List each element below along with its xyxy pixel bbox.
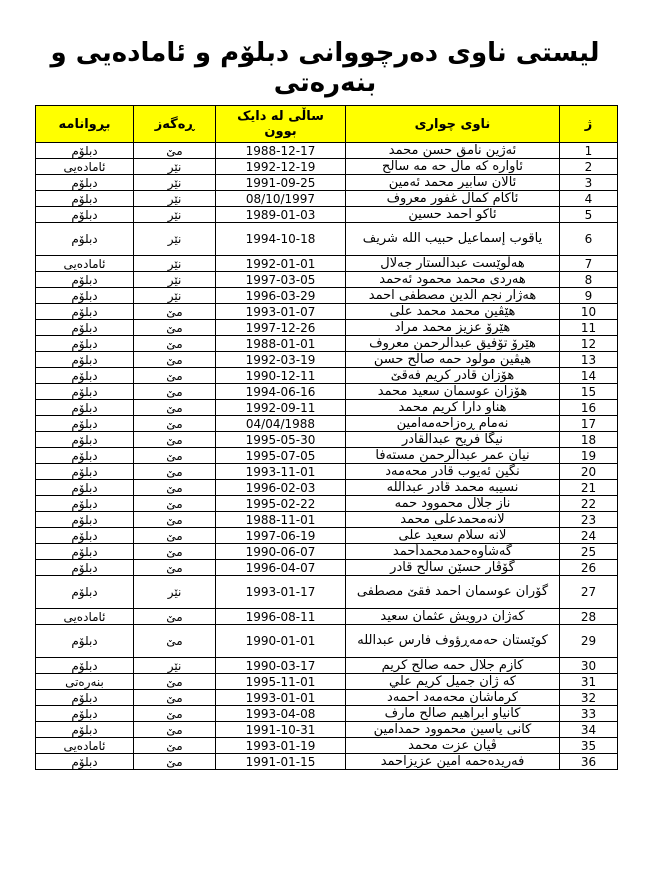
- birth-date-cell: 1992-01-01: [216, 256, 346, 272]
- certificate-cell: دبلۆم: [36, 658, 134, 674]
- birth-date-cell: 1995-11-01: [216, 674, 346, 690]
- number-cell: 36: [560, 754, 618, 770]
- birth-date-cell: 1992-09-11: [216, 400, 346, 416]
- name-cell: هەژار نجم الدین مصطفی احمد: [346, 288, 560, 304]
- birth-date-cell: 1993-01-17: [216, 576, 346, 609]
- birth-date-cell: 1993-01-19: [216, 738, 346, 754]
- table-row: [36, 625, 618, 658]
- number-cell: 30: [560, 658, 618, 674]
- certificate-cell: دبلۆم: [36, 384, 134, 400]
- name-cell: کەژان درویش عثمان سعید: [346, 609, 560, 625]
- table-row: [36, 690, 618, 706]
- certificate-cell: دبلۆم: [36, 448, 134, 464]
- birth-date-cell: 1997-06-19: [216, 528, 346, 544]
- table-row: [36, 706, 618, 722]
- number-cell: 35: [560, 738, 618, 754]
- table-row: [36, 674, 618, 690]
- gender-cell: نێر: [134, 576, 216, 609]
- gender-cell: نێر: [134, 159, 216, 175]
- gender-cell: مێ: [134, 674, 216, 690]
- table-row: [36, 256, 618, 272]
- number-cell: 23: [560, 512, 618, 528]
- gender-cell: مێ: [134, 320, 216, 336]
- birth-date-cell: 1988-01-01: [216, 336, 346, 352]
- name-cell: لانەمحمدعلی محمد: [346, 512, 560, 528]
- birth-date-cell: 1997-03-05: [216, 272, 346, 288]
- number-cell: 2: [560, 159, 618, 175]
- number-cell: 20: [560, 464, 618, 480]
- table-row: [36, 143, 618, 159]
- name-cell: نگین ئەیوب قادر محەمەد: [346, 464, 560, 480]
- birth-date-cell: 04/04/1988: [216, 416, 346, 432]
- name-cell: کە ژان جمیل کریم علي: [346, 674, 560, 690]
- number-cell: 7: [560, 256, 618, 272]
- table-row: [36, 560, 618, 576]
- birth-date-cell: 1993-01-07: [216, 304, 346, 320]
- table-row: [36, 207, 618, 223]
- certificate-cell: دبلۆم: [36, 288, 134, 304]
- certificate-cell: دبلۆم: [36, 207, 134, 223]
- certificate-cell: دبلۆم: [36, 368, 134, 384]
- certificate-cell: ئامادەیی: [36, 159, 134, 175]
- table-row: [36, 191, 618, 207]
- birth-date-cell: 1991-09-25: [216, 175, 346, 191]
- birth-date-cell: 1997-12-26: [216, 320, 346, 336]
- certificate-cell: دبلۆم: [36, 690, 134, 706]
- certificate-cell: دبلۆم: [36, 480, 134, 496]
- certificate-cell: دبلۆم: [36, 191, 134, 207]
- number-cell: 4: [560, 191, 618, 207]
- gender-cell: نێر: [134, 272, 216, 288]
- name-cell: کانی یاسین محموود حمدامین: [346, 722, 560, 738]
- graduates-table: [35, 105, 618, 770]
- certificate-cell: دبلۆم: [36, 464, 134, 480]
- header-row: [36, 106, 618, 143]
- name-cell: کرماشان محەمەد احمەد: [346, 690, 560, 706]
- name-cell: ئاوارە کە مال حە مە سالح: [346, 159, 560, 175]
- birth-date-cell: 1994-06-16: [216, 384, 346, 400]
- birth-date-cell: 1988-12-17: [216, 143, 346, 159]
- gender-cell: مێ: [134, 609, 216, 625]
- certificate-cell: دبلۆم: [36, 544, 134, 560]
- gender-cell: نێر: [134, 207, 216, 223]
- birth-date-cell: 1996-03-29: [216, 288, 346, 304]
- certificate-cell: ئامادەیی: [36, 609, 134, 625]
- gender-cell: نێر: [134, 175, 216, 191]
- birth-date-cell: 1995-07-05: [216, 448, 346, 464]
- table-row: [36, 368, 618, 384]
- birth-date-cell: 1990-01-01: [216, 625, 346, 658]
- table-row: [36, 175, 618, 191]
- number-cell: 3: [560, 175, 618, 191]
- gender-cell: مێ: [134, 690, 216, 706]
- name-cell: نسیبە محمد قادر عبدالله: [346, 480, 560, 496]
- table-row: [36, 272, 618, 288]
- number-cell: 9: [560, 288, 618, 304]
- gender-cell: مێ: [134, 544, 216, 560]
- number-cell: 16: [560, 400, 618, 416]
- certificate-cell: دبلۆم: [36, 754, 134, 770]
- number-cell: 19: [560, 448, 618, 464]
- table-row: [36, 576, 618, 609]
- gender-cell: مێ: [134, 625, 216, 658]
- number-cell: 22: [560, 496, 618, 512]
- header-name: ناوی چواری: [346, 106, 560, 143]
- table-row: [36, 496, 618, 512]
- gender-cell: مێ: [134, 738, 216, 754]
- name-cell: ئاکام کمال غفور معروف: [346, 191, 560, 207]
- certificate-cell: دبلۆم: [36, 223, 134, 256]
- birth-date-cell: 1990-03-17: [216, 658, 346, 674]
- name-cell: یاقوب إسماعیل حبیب الله شریف: [346, 223, 560, 256]
- number-cell: 10: [560, 304, 618, 320]
- certificate-cell: دبلۆم: [36, 352, 134, 368]
- table-row: [36, 223, 618, 256]
- birth-date-cell: 1996-02-03: [216, 480, 346, 496]
- birth-date-cell: 08/10/1997: [216, 191, 346, 207]
- number-cell: 11: [560, 320, 618, 336]
- name-cell: فەریدەحمە امین عزیزاحمد: [346, 754, 560, 770]
- number-cell: 24: [560, 528, 618, 544]
- name-cell: ناز جلال محموود حمە: [346, 496, 560, 512]
- name-cell: ڤیان عزت محمد: [346, 738, 560, 754]
- birth-date-cell: 1993-01-01: [216, 690, 346, 706]
- birth-date-cell: 1991-01-15: [216, 754, 346, 770]
- table-row: [36, 159, 618, 175]
- gender-cell: مێ: [134, 143, 216, 159]
- certificate-cell: دبلۆم: [36, 512, 134, 528]
- table-row: [36, 432, 618, 448]
- gender-cell: مێ: [134, 464, 216, 480]
- birth-date-cell: 1996-04-07: [216, 560, 346, 576]
- number-cell: 21: [560, 480, 618, 496]
- number-cell: 13: [560, 352, 618, 368]
- name-cell: نیگا فریح عبدالقادر: [346, 432, 560, 448]
- page-title: لیستی ناوی دەرچووانی دبلۆم و ئامادەیی و بنەرەتی: [50, 38, 600, 98]
- header-number: ژ: [560, 106, 618, 143]
- gender-cell: نێر: [134, 256, 216, 272]
- gender-cell: مێ: [134, 706, 216, 722]
- number-cell: 17: [560, 416, 618, 432]
- birth-date-cell: 1995-02-22: [216, 496, 346, 512]
- certificate-cell: دبلۆم: [36, 272, 134, 288]
- gender-cell: مێ: [134, 368, 216, 384]
- number-cell: 28: [560, 609, 618, 625]
- certificate-cell: دبلۆم: [36, 320, 134, 336]
- number-cell: 34: [560, 722, 618, 738]
- number-cell: 32: [560, 690, 618, 706]
- name-cell: نەمام ڕەزاحەمەامین: [346, 416, 560, 432]
- certificate-cell: دبلۆم: [36, 416, 134, 432]
- table-row: [36, 658, 618, 674]
- table-row: [36, 320, 618, 336]
- gender-cell: مێ: [134, 480, 216, 496]
- number-cell: 1: [560, 143, 618, 159]
- gender-cell: مێ: [134, 528, 216, 544]
- table-row: [36, 400, 618, 416]
- name-cell: هەڵوێست عبدالستار جەلال: [346, 256, 560, 272]
- header-certificate: بڕوانامە: [36, 106, 134, 143]
- birth-date-cell: 1994-10-18: [216, 223, 346, 256]
- gender-cell: مێ: [134, 722, 216, 738]
- table-row: [36, 754, 618, 770]
- birth-date-cell: 1992-12-19: [216, 159, 346, 175]
- birth-date-cell: 1990-12-11: [216, 368, 346, 384]
- number-cell: 5: [560, 207, 618, 223]
- number-cell: 14: [560, 368, 618, 384]
- certificate-cell: دبلۆم: [36, 560, 134, 576]
- name-cell: هەردی محمد محمود ئەحمد: [346, 272, 560, 288]
- name-cell: نیان عمر عبدالرحمن مستەفا: [346, 448, 560, 464]
- birth-date-cell: 1993-04-08: [216, 706, 346, 722]
- name-cell: هێرۆ تۆفیق عبدالرحمن معروف: [346, 336, 560, 352]
- certificate-cell: دبلۆم: [36, 143, 134, 159]
- name-cell: کازم جلال حمە صالح کریم: [346, 658, 560, 674]
- number-cell: 12: [560, 336, 618, 352]
- name-cell: لانە سلام سعید علی: [346, 528, 560, 544]
- number-cell: 29: [560, 625, 618, 658]
- certificate-cell: بنەرەتی: [36, 674, 134, 690]
- certificate-cell: دبلۆم: [36, 432, 134, 448]
- certificate-cell: دبلۆم: [36, 175, 134, 191]
- gender-cell: مێ: [134, 432, 216, 448]
- name-cell: هێڤین محمد محمد علی: [346, 304, 560, 320]
- gender-cell: مێ: [134, 560, 216, 576]
- certificate-cell: دبلۆم: [36, 722, 134, 738]
- gender-cell: مێ: [134, 512, 216, 528]
- table-row: [36, 528, 618, 544]
- birth-date-cell: 1989-01-03: [216, 207, 346, 223]
- gender-cell: مێ: [134, 416, 216, 432]
- gender-cell: نێر: [134, 223, 216, 256]
- name-cell: هۆزان قادر کریم فەقێ: [346, 368, 560, 384]
- gender-cell: مێ: [134, 754, 216, 770]
- name-cell: گەشاوەحمدمحمدأحمد: [346, 544, 560, 560]
- table-row: [36, 336, 618, 352]
- birth-date-cell: 1993-11-01: [216, 464, 346, 480]
- table-row: [36, 448, 618, 464]
- birth-date-cell: 1995-05-30: [216, 432, 346, 448]
- number-cell: 6: [560, 223, 618, 256]
- table-row: [36, 544, 618, 560]
- birth-date-cell: 1991-10-31: [216, 722, 346, 738]
- birth-date-cell: 1996-08-11: [216, 609, 346, 625]
- gender-cell: مێ: [134, 352, 216, 368]
- certificate-cell: ئامادەیی: [36, 738, 134, 754]
- number-cell: 26: [560, 560, 618, 576]
- table-row: [36, 352, 618, 368]
- header-gender: ڕەگەز: [134, 106, 216, 143]
- name-cell: هیڤین مولود حمە صالح حسن: [346, 352, 560, 368]
- number-cell: 27: [560, 576, 618, 609]
- table-row: [36, 512, 618, 528]
- table-row: [36, 609, 618, 625]
- name-cell: ئالان سابیر محمد ئەمین: [346, 175, 560, 191]
- name-cell: ئەژین نامق حسن محمد: [346, 143, 560, 159]
- certificate-cell: ئامادەیی: [36, 256, 134, 272]
- gender-cell: نێر: [134, 288, 216, 304]
- gender-cell: مێ: [134, 384, 216, 400]
- table-row: [36, 384, 618, 400]
- gender-cell: نێر: [134, 191, 216, 207]
- number-cell: 33: [560, 706, 618, 722]
- table-row: [36, 722, 618, 738]
- certificate-cell: دبلۆم: [36, 625, 134, 658]
- table-row: [36, 464, 618, 480]
- certificate-cell: دبلۆم: [36, 496, 134, 512]
- header-birth-date: ساڵی لە دایک بوون: [216, 106, 346, 143]
- certificate-cell: دبلۆم: [36, 706, 134, 722]
- number-cell: 18: [560, 432, 618, 448]
- birth-date-cell: 1992-03-19: [216, 352, 346, 368]
- name-cell: هێرۆ عزیز محمد مراد: [346, 320, 560, 336]
- name-cell: ئاکو احمد حسین: [346, 207, 560, 223]
- table-row: [36, 480, 618, 496]
- certificate-cell: دبلۆم: [36, 576, 134, 609]
- gender-cell: مێ: [134, 304, 216, 320]
- certificate-cell: دبلۆم: [36, 336, 134, 352]
- birth-date-cell: 1990-06-07: [216, 544, 346, 560]
- table-row: [36, 738, 618, 754]
- name-cell: هناو دارا کریم محمد: [346, 400, 560, 416]
- gender-cell: مێ: [134, 496, 216, 512]
- name-cell: کوێستان حەمەڕؤوف فارس عبدالله: [346, 625, 560, 658]
- number-cell: 15: [560, 384, 618, 400]
- name-cell: گۆران عوسمان احمد فقێ مصطفى: [346, 576, 560, 609]
- number-cell: 8: [560, 272, 618, 288]
- table-row: [36, 416, 618, 432]
- certificate-cell: دبلۆم: [36, 304, 134, 320]
- gender-cell: مێ: [134, 336, 216, 352]
- birth-date-cell: 1988-11-01: [216, 512, 346, 528]
- gender-cell: نێر: [134, 658, 216, 674]
- number-cell: 25: [560, 544, 618, 560]
- table-row: [36, 304, 618, 320]
- gender-cell: مێ: [134, 400, 216, 416]
- table-row: [36, 288, 618, 304]
- number-cell: 31: [560, 674, 618, 690]
- name-cell: گۆڤار حسێن ساڵح قادر: [346, 560, 560, 576]
- table-body: [36, 143, 618, 770]
- name-cell: کانیاو ابراهیم صالح مارف: [346, 706, 560, 722]
- certificate-cell: دبلۆم: [36, 400, 134, 416]
- certificate-cell: دبلۆم: [36, 528, 134, 544]
- name-cell: هۆزان عوسمان سعید محمد: [346, 384, 560, 400]
- gender-cell: مێ: [134, 448, 216, 464]
